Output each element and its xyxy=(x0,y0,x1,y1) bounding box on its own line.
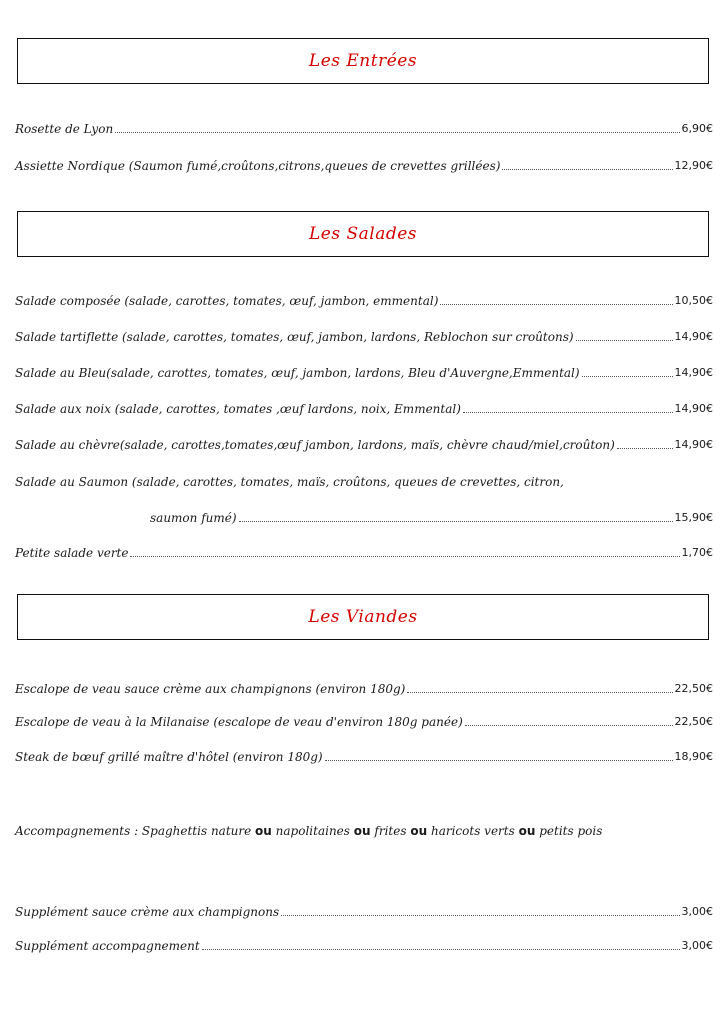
menu-item xyxy=(15,288,713,308)
section-header-salades xyxy=(17,211,709,257)
menu-item xyxy=(15,432,713,452)
item-price: 22,50€ xyxy=(674,682,713,695)
item-label: Salade composée (salade, carottes, tomates, œuf, jambon, emmental) xyxy=(15,294,439,308)
accompagnements-intro: Accompagnements : Spaghettis nature xyxy=(15,824,252,838)
menu-item xyxy=(15,396,713,416)
supplement-item xyxy=(15,899,713,919)
dot-leader xyxy=(115,132,679,133)
dot-leader xyxy=(440,304,672,305)
dot-leader xyxy=(576,340,673,341)
or-word: ou xyxy=(255,824,272,838)
item-price: 6,90€ xyxy=(681,122,713,135)
item-price: 3,00€ xyxy=(681,939,713,952)
section-header-viandes xyxy=(17,594,709,640)
menu-item xyxy=(15,744,713,764)
menu-item xyxy=(15,540,713,560)
accompagnement-option: haricots verts xyxy=(430,824,515,838)
accompagnements-line xyxy=(15,824,715,838)
dot-leader xyxy=(502,169,672,170)
accompagnement-option: petits pois xyxy=(539,824,603,838)
item-label: Supplément sauce crème aux champignons xyxy=(15,905,280,919)
item-label: Assiette Nordique (Saumon fumé,croûtons,citrons,queues de crevettes grillées) xyxy=(15,159,501,173)
or-word: ou xyxy=(518,824,536,838)
item-label: Steak de bœuf grillé maître d'hôtel (environ 180g) xyxy=(15,750,323,764)
dot-leader xyxy=(325,760,673,761)
item-label: Rosette de Lyon xyxy=(15,122,114,136)
item-price: 1,70€ xyxy=(681,546,713,559)
dot-leader xyxy=(239,521,673,522)
supplement-item xyxy=(15,933,713,953)
item-label: Petite salade verte xyxy=(15,546,129,560)
dot-leader xyxy=(281,915,679,916)
or-word: ou xyxy=(410,824,428,838)
item-label: saumon fumé) xyxy=(150,511,237,525)
dot-leader xyxy=(617,448,673,449)
item-label: Salade au chèvre(salade, carottes,tomates,œuf jambon, lardons, maïs, chèvre chaud/miel,croûton) xyxy=(15,438,615,452)
accompagnement-option: napolitaines xyxy=(275,824,350,838)
menu-item xyxy=(150,505,713,525)
item-price: 22,50€ xyxy=(674,715,713,728)
item-label: Salade tartiflette (salade, carottes, tomates, œuf, jambon, lardons, Reblochon sur croûtons) xyxy=(15,330,574,344)
menu-item xyxy=(15,324,713,344)
item-price: 10,50€ xyxy=(674,294,713,307)
menu-item xyxy=(15,676,713,696)
dot-leader xyxy=(407,692,672,693)
item-price: 18,90€ xyxy=(674,750,713,763)
section-title: Les Salades xyxy=(309,224,417,244)
item-price: 12,90€ xyxy=(674,159,713,172)
item-price: 15,90€ xyxy=(674,511,713,524)
section-title: Les Entrées xyxy=(308,51,418,71)
menu-item xyxy=(15,709,713,729)
item-label: Salade aux noix (salade, carottes, tomates ,œuf lardons, noix, Emmental) xyxy=(15,402,461,416)
menu-item xyxy=(15,116,713,136)
dot-leader xyxy=(582,376,673,377)
item-label: Salade au Bleu(salade, carottes, tomates, œuf, jambon, lardons, Bleu d'Auvergne,Emmental) xyxy=(15,366,580,380)
section-header-entrees xyxy=(17,38,709,84)
item-label: Escalope de veau sauce crème aux champignons (environ 180g) xyxy=(15,682,406,696)
menu-item xyxy=(15,360,713,380)
menu-item xyxy=(15,469,713,489)
item-label: Salade au Saumon (salade, carottes, tomates, maïs, croûtons, queues de crevettes, citron, xyxy=(15,475,564,489)
section-title: Les Viandes xyxy=(308,607,418,627)
item-price: 3,00€ xyxy=(681,905,713,918)
dot-leader xyxy=(130,556,679,557)
dot-leader xyxy=(465,725,673,726)
dot-leader xyxy=(202,949,680,950)
dot-leader xyxy=(463,412,673,413)
menu-item xyxy=(15,153,713,173)
accompagnement-option: frites xyxy=(374,824,407,838)
item-price: 14,90€ xyxy=(674,402,713,415)
item-label: Escalope de veau à la Milanaise (escalope de veau d'environ 180g panée) xyxy=(15,715,463,729)
or-word: ou xyxy=(353,824,371,838)
item-price: 14,90€ xyxy=(674,438,713,451)
item-price: 14,90€ xyxy=(674,330,713,343)
item-label: Supplément accompagnement xyxy=(15,939,200,953)
item-price: 14,90€ xyxy=(674,366,713,379)
